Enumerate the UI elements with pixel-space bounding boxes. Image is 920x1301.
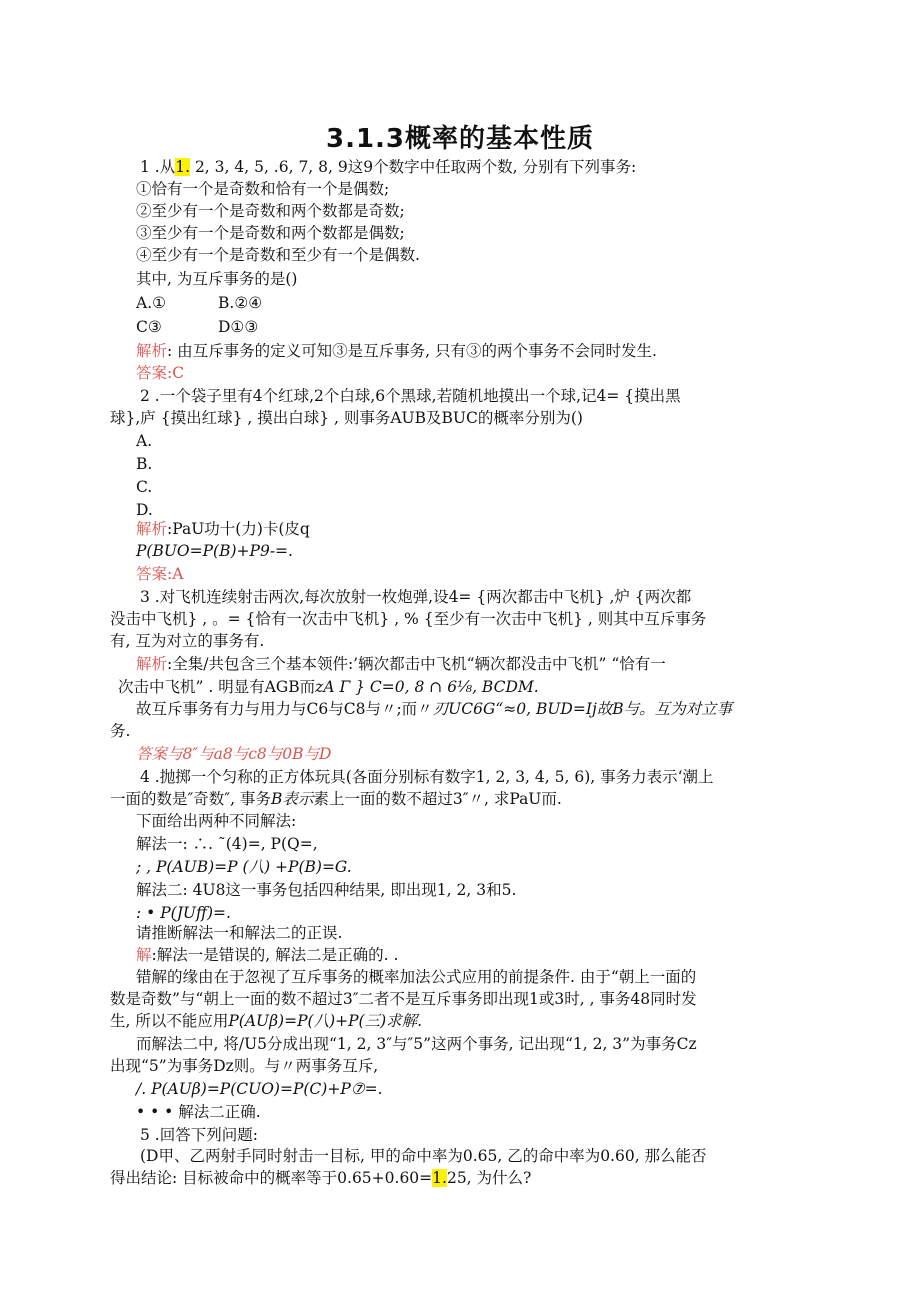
q3-analysis-label: 解析 (136, 655, 168, 673)
q3-analysis (136, 653, 666, 675)
q1-option-d: D①③ (218, 318, 259, 336)
q1-answer: 答案:C (136, 364, 185, 382)
q4-explanation-6: /. P(AUβ)=P(CUO)=P(C)+P⑦=. (136, 1080, 383, 1098)
q5-line-3 (110, 1167, 531, 1189)
q1-analysis (136, 340, 657, 362)
q1-option-a: A.① (136, 294, 167, 312)
q4-explanation-5: 出现“5”为事务Dz则。与〃两事务互斥, (110, 1057, 379, 1075)
q4-method-1-line-2: ; , P(AUB)=P (八) +P(B)=G. (136, 858, 352, 876)
q4-method-1-line-1: 解法一: ∴. ˜(4)=, P(Q=, (136, 835, 318, 853)
q1-stem (140, 156, 636, 178)
q3-line-1: 3 .对飞机连续射击两次,每次放射一枚炮弹,设4= {两次都击中飞机} ,炉 {两次都 (140, 588, 692, 606)
q5-line-3b: 25, 为什么? (446, 1169, 532, 1187)
q3-analysis-line-3a: 故互斥事务有力与用力与C6与C8与〃;而〃 (136, 700, 433, 718)
q4-explanation-7: • • • 解法二正确. (136, 1103, 261, 1121)
q3-analysis-line-3b: 刃UC6G“≈0, BUD=Ij故B与。互为对立事 (432, 700, 733, 718)
q4-analysis-text: :解法一是错误的, 解法二是正确的. . (151, 946, 399, 964)
q1-item-2: ②至少有一个是奇数和两个数都是奇数; (136, 202, 405, 220)
q2-formula: P(BUO=P(B)+P9-=. (136, 542, 293, 560)
q3-analysis-line-2 (118, 676, 539, 698)
q3-analysis-line-2a: 次击中飞机” . 明显有AGB而 (118, 678, 316, 696)
q5-line-1: 5 .回答下列问题: (140, 1126, 258, 1144)
q3-analysis-text: :全集/共包含三个基本领件:’辆次都击中飞机“辆次都没击中飞机” “恰有一 (167, 655, 666, 673)
q1-analysis-text: : 由互斥事务的定义可知③是互斥事务, 只有③的两个事务不会同时发生. (167, 342, 657, 360)
q4-explanation-3a: 生, 所以不能应用 (110, 1012, 229, 1030)
q4-intro: 下面给出两种不同解法: (136, 812, 297, 830)
q2-analysis (136, 518, 310, 540)
q1-item-1: ①恰有一个是奇数和恰有一个是偶数; (136, 180, 390, 198)
q4-analysis-label: 解 (136, 946, 152, 964)
q2-option-a: A. (136, 432, 153, 450)
q4-explanation-2: 数是奇数”与“朝上一面的数不超过3″二者不是互斥事务即出现1或3时, , 事务48同时发 (110, 990, 697, 1008)
q1-item-3: ③至少有一个是奇数和两个数都是偶数; (136, 224, 405, 242)
q1-prompt: 其中, 为互斥事务的是() (136, 270, 298, 288)
q1-stem-b: 2, 3, 4, 5, .6, 7, 8, 9这9个数字中任取两个数, 分别有下列事务: (190, 158, 637, 176)
q4-line-1: 4 .抛掷一个匀称的正方体玩具(各面分别标有数字1, 2, 3, 4, 5, 6), 事务力表示‘潮上 (140, 768, 714, 786)
q4-line-2a: 一面的数是″奇数″, 事务 (110, 790, 271, 808)
q3-analysis-line-4: 务. (110, 722, 131, 740)
q4-explanation-3 (110, 1010, 422, 1032)
q1-item-4: ④至少有一个是奇数和至少有一个是偶数. (136, 246, 420, 264)
page-title: 3.1.3概率的基本性质 (325, 124, 595, 154)
q2-line-2: 球},庐 {摸出红球} , 摸出白球} , 则事务AUB及BUC的概率分别为() (110, 409, 583, 427)
q3-analysis-line-2b: zA Γ } C=0, 8 ∩ 6⅛, BCDM. (315, 678, 539, 696)
q3-line-2: 没击中飞机} , 。= {恰有一次击中飞机} , % {至少有一次击中飞机} , 则其中互斥事务 (110, 610, 707, 628)
q5-line-3a: 得出结论: 目标被命中的概率等于0.65+0.60= (110, 1169, 433, 1187)
q2-analysis-text: :PaU功十(力)卡(皮q (167, 520, 310, 538)
q5-line-2: (D甲、乙两射手同时射击一目标, 甲的命中率为0.65, 乙的命中率为0.60, 那么能否 (140, 1147, 707, 1165)
q4-line-2 (110, 788, 562, 810)
q2-option-d: D. (136, 501, 153, 519)
q3-analysis-line-3 (136, 698, 732, 720)
q4-method-2-line-2: : • P(JUff)=. (136, 904, 231, 922)
q4-analysis (136, 944, 398, 966)
q4-ask: 请推断解法一和解法二的正误. (136, 924, 343, 942)
q4-explanation-1: 错解的缘由在于忽视了互斥事务的概率加法公式应用的前提条件. 由于“朝上一面的 (136, 968, 697, 986)
q2-answer: 答案:A (136, 565, 184, 583)
q5-highlight: 1. (432, 1169, 447, 1187)
q3-answer: 答案与8″与a8与c8与0B与D (136, 745, 332, 763)
q4-explanation-4: 而解法二中, 将/U5分成出现“1, 2, 3″与″5”这两个事务, 记出现“1, 2, 3”为事务Cz (136, 1035, 697, 1053)
q1-highlight: 1. (175, 158, 191, 176)
q4-method-2-line-1: 解法二: 4U8这一事务包括四种结果, 即出现1, 2, 3和5. (136, 881, 517, 899)
q1-option-c: C③ (136, 318, 162, 336)
q4-line-2b: B表示 (270, 790, 314, 808)
q1-option-b: B.②④ (218, 294, 263, 312)
q2-analysis-label: 解析 (136, 520, 168, 538)
q3-line-3: 有, 互为对立的事务有. (110, 632, 265, 650)
q1-stem-a: 1 .从 (140, 158, 176, 176)
q1-analysis-label: 解析 (136, 342, 168, 360)
q2-option-b: B. (136, 455, 153, 473)
q4-line-2c: 素上一面的数不超过3″〃, 求PaU而. (313, 790, 562, 808)
q2-line-1: 2 .一个袋子里有4个红球,2个白球,6个黑球,若随机地摸出一个球,记4= {摸出黑 (140, 387, 681, 405)
q4-explanation-3b: P(AUβ)=P(八)+P(三)求解. (228, 1012, 423, 1030)
q2-option-c: C. (136, 478, 153, 496)
